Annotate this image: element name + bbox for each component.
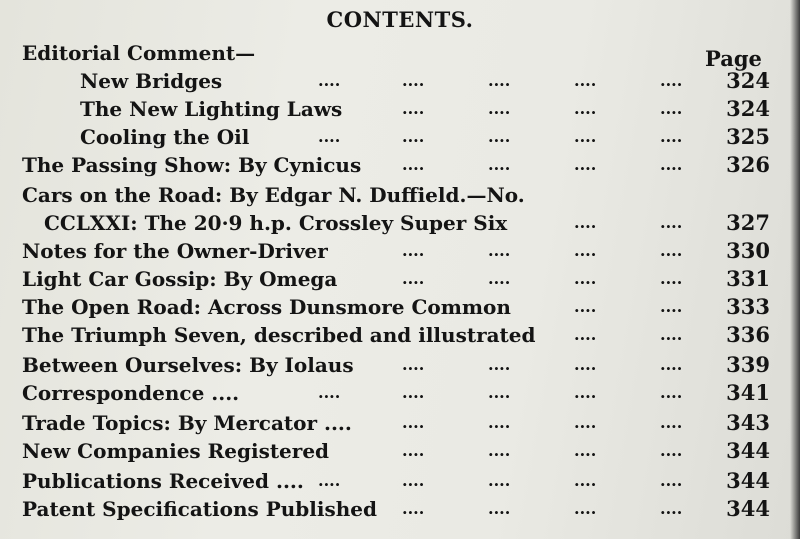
toc-page-number: 325 <box>726 124 770 149</box>
toc-entry <box>0 151 800 179</box>
toc-entry-title: The Triumph Seven, described and illustrated <box>22 323 536 347</box>
toc-entry <box>0 95 800 123</box>
toc-entry-title: Editorial Comment— <box>22 41 256 65</box>
contents-title: CONTENTS. <box>326 7 474 32</box>
dot-leader: .... .... .... .... <box>402 155 683 174</box>
dot-leader: .... .... <box>574 297 683 316</box>
toc-entry-title: Patent Specifications Published <box>22 497 377 521</box>
toc-entry <box>0 293 800 321</box>
toc-page-number: 330 <box>726 238 770 263</box>
toc-entry <box>0 351 800 379</box>
dot-leader: .... .... .... .... .... <box>318 383 683 402</box>
toc-entry-title: The Open Road: Across Dunsmore Common <box>22 295 511 319</box>
toc-page-number: 331 <box>726 266 770 291</box>
toc-entry <box>0 67 800 95</box>
toc-entry <box>0 409 800 437</box>
toc-entry-title: New Bridges <box>80 69 223 93</box>
toc-entry <box>0 321 800 349</box>
dot-leader: .... .... .... .... <box>402 499 683 518</box>
dot-leader: .... .... .... .... <box>402 269 683 288</box>
dot-leader: .... .... <box>574 325 683 344</box>
toc-page-number: 324 <box>726 96 770 121</box>
dot-leader: .... .... .... .... <box>402 241 683 260</box>
toc-entry <box>0 39 800 67</box>
toc-entry-title: Cooling the Oil <box>80 125 250 149</box>
toc-page-number: 336 <box>726 322 770 347</box>
toc-entry-title: New Companies Registered <box>22 439 330 463</box>
toc-entry <box>0 237 800 265</box>
toc-entry-title: Trade Topics: By Mercator .... <box>22 411 352 435</box>
toc-page-number: 344 <box>726 468 770 493</box>
toc-page-number: 333 <box>726 294 770 319</box>
dot-leader: .... .... <box>574 213 683 232</box>
toc-entry-title: Light Car Gossip: By Omega <box>22 267 338 291</box>
toc-entry <box>0 379 800 407</box>
toc-page-number: 341 <box>726 380 770 405</box>
toc-page-number: 344 <box>726 496 770 521</box>
toc-entry-title: The New Lighting Laws <box>80 97 343 121</box>
page-edge-shadow <box>790 0 800 539</box>
toc-entry <box>0 181 800 209</box>
toc-page-number: 339 <box>726 352 770 377</box>
toc-entry <box>0 467 800 495</box>
toc-entry-title: CCLXXI: The 20·9 h.p. Crossley Super Six <box>44 211 508 235</box>
toc-page-number: 344 <box>726 438 770 463</box>
dot-leader: .... .... .... .... .... <box>318 471 683 490</box>
dot-leader: .... .... .... .... .... <box>318 71 683 90</box>
dot-leader: .... .... .... .... <box>402 99 683 118</box>
toc-entry <box>0 209 800 237</box>
toc-entry-title: The Passing Show: By Cynicus <box>22 153 362 177</box>
dot-leader: .... .... .... .... <box>402 413 683 432</box>
dot-leader: .... .... .... .... <box>402 355 683 374</box>
toc-entry <box>0 123 800 151</box>
toc-entry-title: Publications Received .... <box>22 469 304 493</box>
toc-entry <box>0 437 800 465</box>
toc-entry-title: Notes for the Owner-Driver <box>22 239 328 263</box>
toc-entry-title: Between Ourselves: By Iolaus <box>22 353 354 377</box>
toc-page-number: 324 <box>726 68 770 93</box>
toc-entry-title: Correspondence .... <box>22 381 240 405</box>
dot-leader: .... .... .... .... <box>402 441 683 460</box>
toc-page-number: 327 <box>726 210 770 235</box>
toc-entry <box>0 495 800 523</box>
toc-entry <box>0 265 800 293</box>
toc-entry-title: Cars on the Road: By Edgar N. Duffield.—No. <box>22 183 525 207</box>
dot-leader: .... .... .... .... .... <box>318 127 683 146</box>
page-column-label: Page <box>705 46 762 71</box>
toc-page-number: 343 <box>726 410 770 435</box>
toc-page-number: 326 <box>726 152 770 177</box>
